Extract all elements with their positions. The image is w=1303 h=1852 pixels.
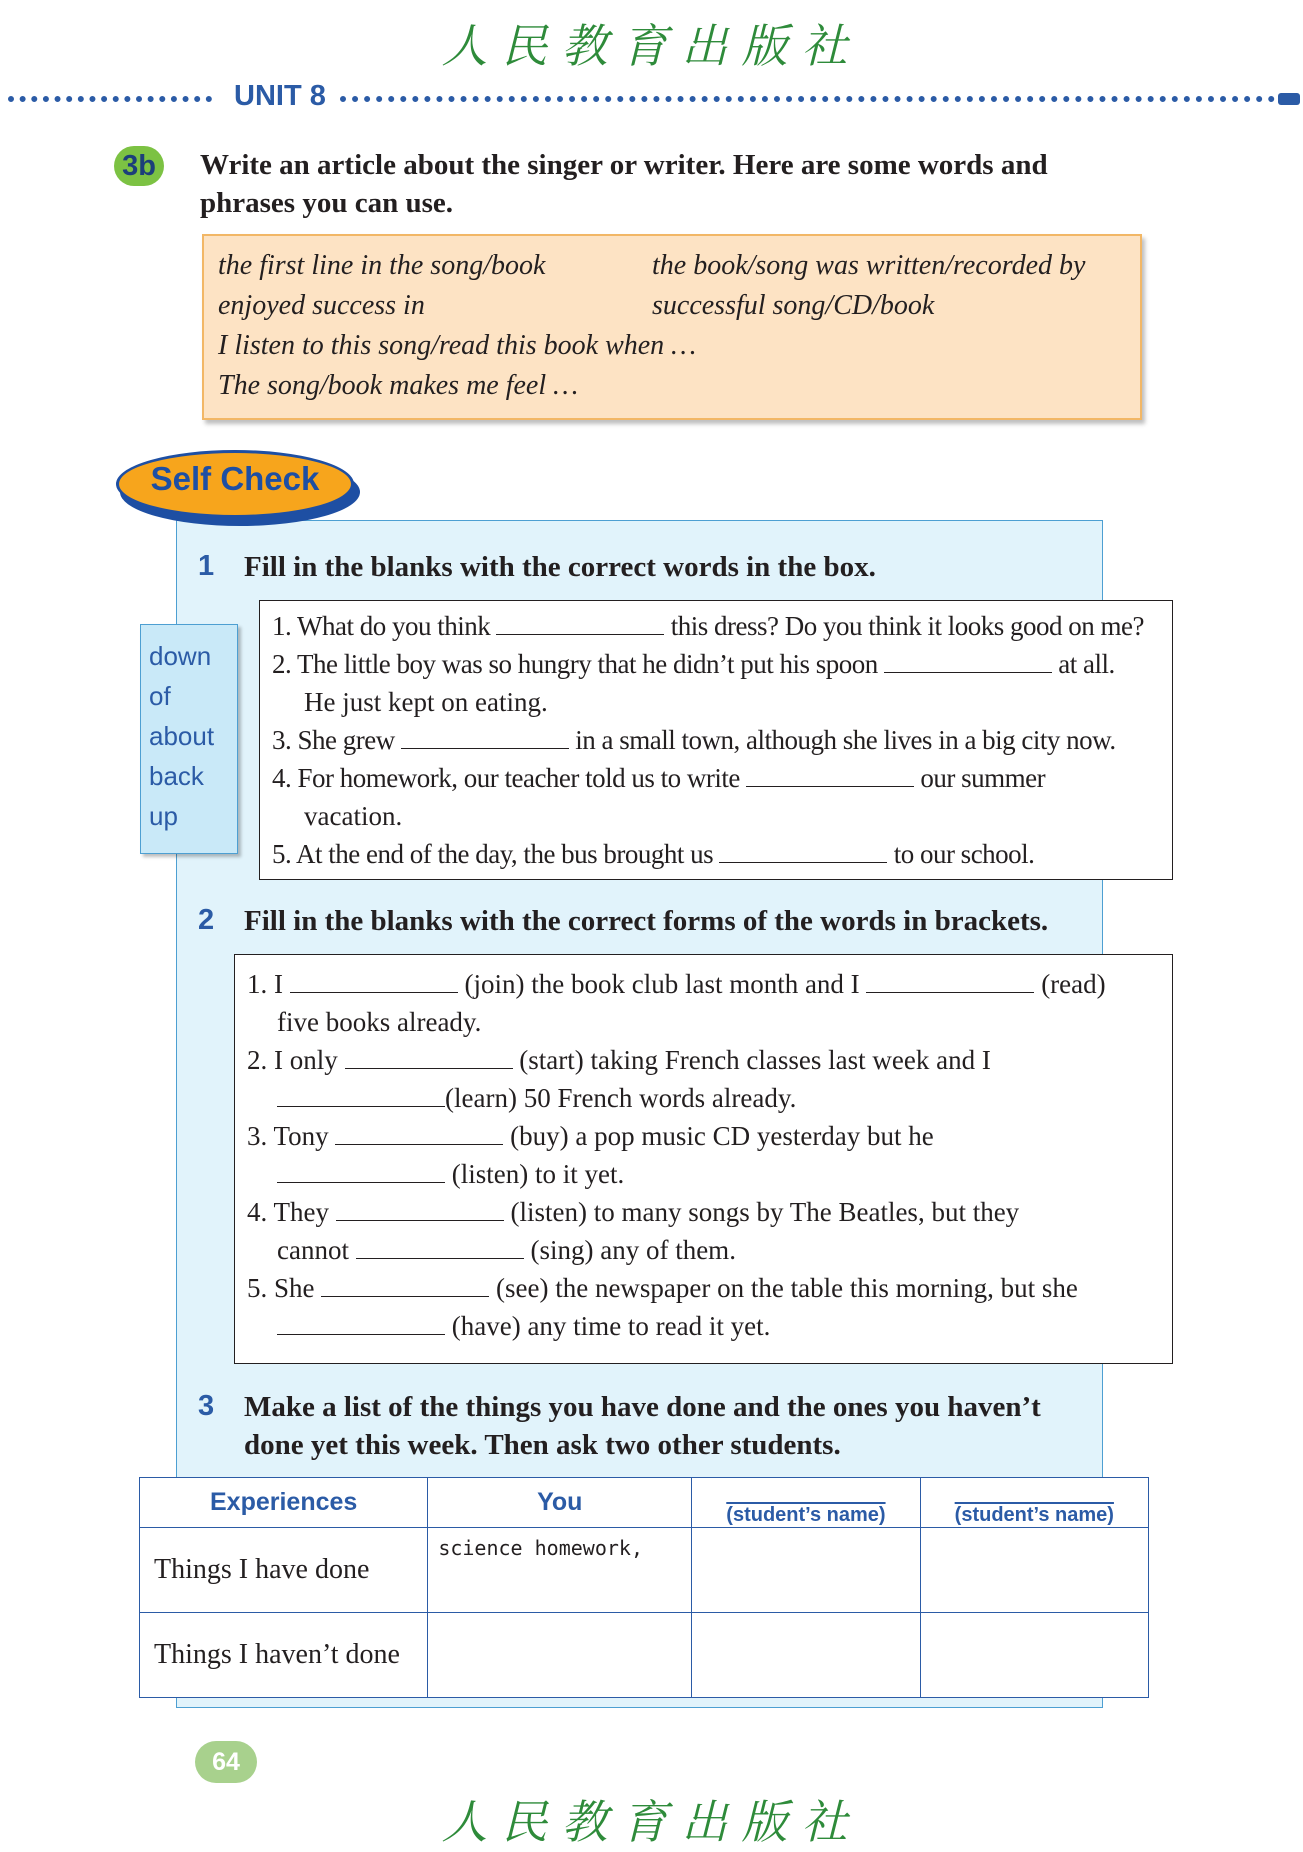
sentence-text: cannot — [277, 1235, 349, 1265]
word-box-item: of — [149, 681, 171, 711]
answer-blank[interactable] — [496, 612, 664, 635]
dotted-rule-right — [340, 96, 1275, 102]
q1-item-2 — [272, 649, 1115, 680]
cell-you-done[interactable] — [428, 1528, 692, 1613]
unit-title: UNIT 8 — [234, 80, 326, 112]
self-check-title: Self Check — [150, 460, 320, 497]
question-number-2: 2 — [198, 904, 215, 936]
cell-student2-done[interactable] — [920, 1528, 1148, 1613]
header-you: You — [428, 1478, 692, 1528]
sentence-text: (listen) to many songs by The Beatles, but they — [510, 1197, 1020, 1227]
sentence-text: (listen) to it yet. — [451, 1159, 625, 1189]
answer-blank[interactable] — [277, 1160, 445, 1183]
q1-item-1 — [272, 611, 1144, 642]
table-row — [140, 1528, 1149, 1613]
answer-blank[interactable] — [345, 1046, 513, 1069]
q1-item-4 — [272, 763, 1045, 794]
q2-item-1 — [247, 969, 1106, 1000]
question-number-3: 3 — [198, 1390, 215, 1422]
row-label-done: Things I have done — [140, 1528, 428, 1613]
sentence-text: 1. I — [247, 969, 283, 999]
q1-item-4-cont: vacation. — [304, 801, 403, 831]
table-header-row — [140, 1478, 1149, 1528]
answer-blank[interactable] — [356, 1236, 524, 1259]
cell-student2-not-done[interactable] — [920, 1613, 1148, 1698]
q2-item-5-cont — [277, 1311, 770, 1342]
phrase: The song/book makes me feel … — [218, 370, 579, 401]
publisher-logo-top: 人民教育出版社 — [441, 19, 862, 73]
word-box-item: about — [149, 721, 215, 751]
q2-item-5 — [247, 1273, 1078, 1304]
q2-item-3-cont — [277, 1159, 624, 1190]
answer-blank[interactable] — [746, 764, 914, 787]
sentence-text: (buy) a pop music CD yesterday but he — [510, 1121, 934, 1151]
question-3-instruction-line1: Make a list of the things you have done and the ones you haven’t — [244, 1391, 1041, 1423]
answer-blank[interactable] — [277, 1084, 445, 1107]
sentence-text: (start) taking French classes last week and I — [519, 1045, 991, 1075]
word-box — [140, 624, 238, 854]
answer-blank[interactable] — [336, 1198, 504, 1221]
sentence-text: (have) any time to read it yet. — [451, 1311, 771, 1341]
table-row — [140, 1613, 1149, 1698]
header-student-1[interactable]: (student’s name) — [692, 1478, 920, 1528]
sentence-text: (see) the newspaper on the table this morning, but she — [496, 1273, 1078, 1303]
q2-item-4 — [247, 1197, 1019, 1228]
sentence-text: 5. She — [247, 1273, 315, 1303]
phrase: I listen to this song/read this book when … — [218, 330, 697, 361]
sentence-text: 3. She grew — [272, 725, 395, 755]
page-number: 64 — [195, 1741, 257, 1783]
sentence-text: (read) — [1041, 969, 1106, 999]
question-2-instruction: Fill in the blanks with the correct forms of the words in brackets. — [244, 905, 1049, 937]
answer-blank[interactable] — [335, 1122, 503, 1145]
phrase-box — [202, 234, 1142, 420]
question-1-instruction: Fill in the blanks with the correct words in the box. — [244, 551, 876, 583]
q1-item-3 — [272, 725, 1116, 756]
sentence-text: 1. What do you think — [272, 611, 491, 641]
sentence-text: (join) the book club last month and I — [464, 969, 860, 999]
sentence-text: our summer — [920, 763, 1046, 793]
question-number-1: 1 — [198, 550, 215, 582]
question-1-box — [259, 600, 1173, 880]
answer-blank[interactable] — [401, 726, 569, 749]
dotted-rule-left — [8, 96, 212, 102]
sentence-text: in a small town, although she lives in a big city now. — [575, 725, 1116, 755]
sentence-text: this dress? Do you think it looks good on me? — [670, 611, 1144, 641]
sentence-text: 4. For homework, our teacher told us to write — [272, 763, 740, 793]
q1-item-2-cont: He just kept on eating. — [304, 687, 548, 717]
word-box-item: down — [149, 641, 212, 671]
instruction-3b-line1: Write an article about the singer or writer. Here are some words and — [200, 149, 1048, 181]
unit-header-rule — [0, 90, 1303, 108]
q2-item-3 — [247, 1121, 934, 1152]
question-2-box — [234, 954, 1173, 1364]
phrase: the first line in the song/book — [218, 250, 546, 281]
sentence-text: 2. The little boy was so hungry that he didn’t put his spoon — [272, 649, 878, 679]
sentence-text: 5. At the end of the day, the bus brought us — [272, 839, 714, 869]
q2-item-4-cont — [277, 1235, 736, 1266]
word-box-item: back — [149, 761, 204, 791]
header-experiences: Experiences — [140, 1478, 428, 1528]
q2-item-2-cont — [277, 1083, 796, 1114]
sentence-text: at all. — [1058, 649, 1115, 679]
instruction-3b-line2: phrases you can use. — [200, 187, 453, 219]
cell-you-not-done[interactable] — [428, 1613, 692, 1698]
sentence-text: (learn) 50 French words already. — [445, 1083, 797, 1113]
answer-blank[interactable] — [290, 970, 458, 993]
sentence-text: 2. I only — [247, 1045, 338, 1075]
sentence-text: 4. They — [247, 1197, 329, 1227]
answer-blank[interactable] — [277, 1312, 445, 1335]
answer-blank[interactable] — [719, 840, 887, 863]
q2-item-1-cont: five books already. — [277, 1007, 482, 1037]
phrase: the book/song was written/recorded by — [652, 250, 1086, 281]
answer-blank[interactable] — [884, 650, 1052, 673]
sentence-text: 3. Tony — [247, 1121, 329, 1151]
question-3-instruction-line2: done yet this week. Then ask two other students. — [244, 1429, 841, 1461]
rule-end-cap — [1278, 93, 1300, 105]
header-student-2[interactable]: (student’s name) — [920, 1478, 1148, 1528]
word-box-item: up — [149, 801, 178, 831]
answer-blank[interactable] — [866, 970, 1034, 993]
phrase: successful song/CD/book — [652, 290, 935, 321]
sentence-text: to our school. — [893, 839, 1035, 869]
answer-blank[interactable] — [321, 1274, 489, 1297]
cell-student1-not-done[interactable] — [692, 1613, 920, 1698]
cell-student1-done[interactable] — [692, 1528, 920, 1613]
sentence-text: (sing) any of them. — [530, 1235, 736, 1265]
handwritten-entry: science homework, — [438, 1536, 644, 1560]
q2-item-2 — [247, 1045, 991, 1076]
row-label-not-done: Things I haven’t done — [140, 1613, 428, 1698]
phrase: enjoyed success in — [218, 290, 425, 321]
experiences-table — [139, 1477, 1149, 1698]
q1-item-5 — [272, 839, 1034, 870]
publisher-logo-bottom: 人民教育出版社 — [441, 1795, 862, 1849]
activity-badge-3b: 3b — [114, 146, 164, 186]
